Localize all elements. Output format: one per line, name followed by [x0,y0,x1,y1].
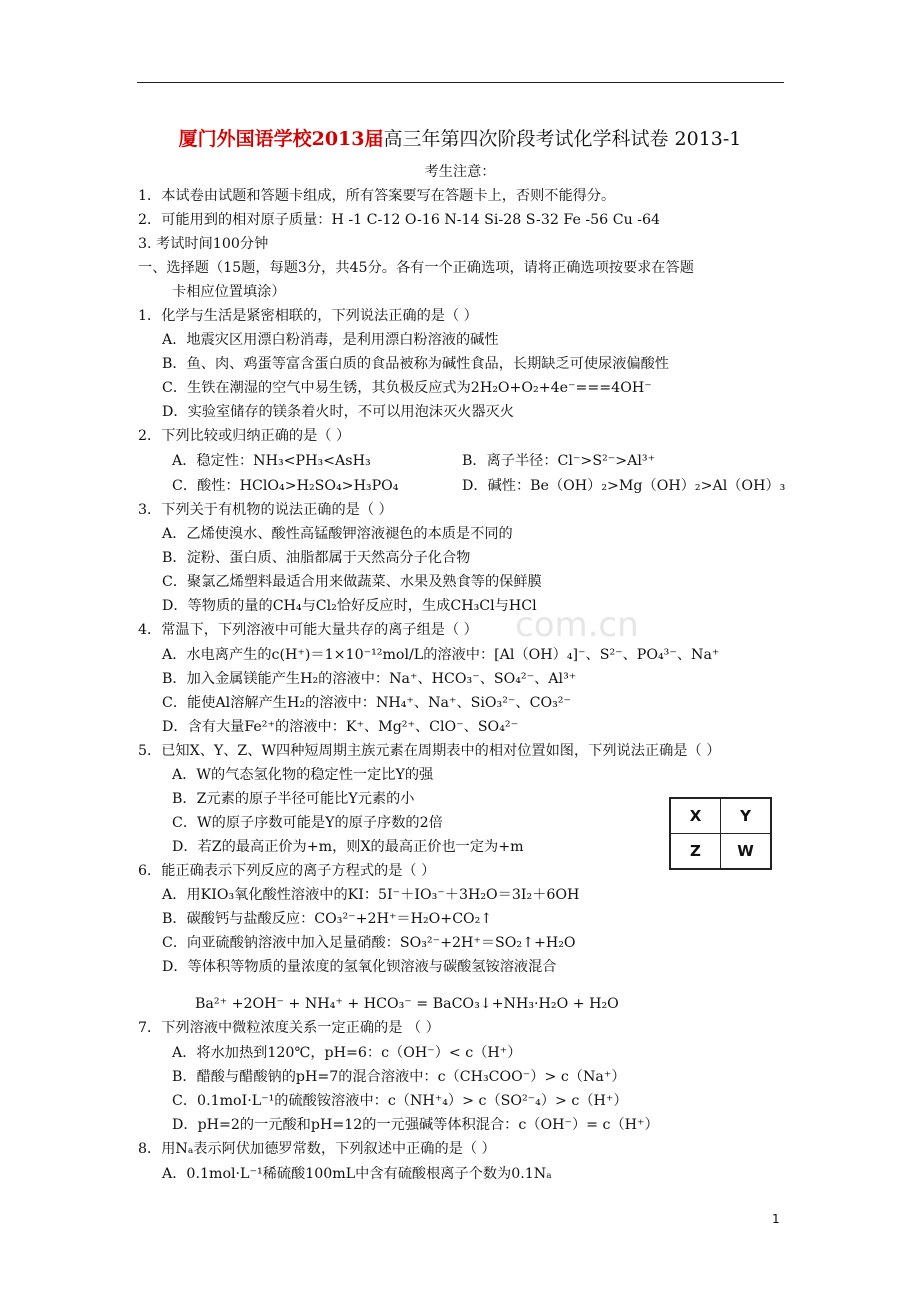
notice-heading: 考生注意： [424,164,496,180]
notice-item-3: 3. 考试时间100分钟 [138,236,269,252]
notice-item-1: 1．本试卷由试题和答题卡组成，所有答案要写在答题卡上，否则不能得分。 [138,188,616,204]
q5-option-c: C．W的原子序数可能是Y的原子序数的2倍 [172,815,443,831]
cell-w: W [737,842,754,860]
cell-z: Z [671,834,721,868]
header-rule [137,82,784,83]
watermark: com.cn [515,605,639,645]
section-heading: 一、选择题（15题，每题3分，共45分。各有一个正确选项，请将正确选项按要求在答题 [138,260,694,276]
q2-stem: 2．下列比较或归纳正确的是（ ） [138,428,351,444]
periodic-position-table [669,797,772,870]
page-number: 1 [772,1212,780,1226]
q4-stem: 4．常温下，下列溶液中可能大量共存的离子组是（ ） [138,622,478,638]
q8-stem: 8．用Nₐ表示阿伏加德罗常数，下列叙述中正确的是（ ） [138,1141,496,1157]
q5-option-b: B．Z元素的原子半径可能比Y元素的小 [172,791,415,807]
q7-stem: 7．下列溶液中微粒浓度关系一定正确的是 （ ） [138,1020,440,1036]
cell-x: X [671,799,721,834]
q6-option-a: A．用KIO₃氧化酸性溶液中的KI：5I⁻＋IO₃⁻＋3H₂O＝3I₂＋6OH [162,887,580,903]
q3-option-c: C．聚氯乙烯塑料最适合用来做蔬菜、水果及熟食等的保鲜膜 [162,574,542,590]
section-heading-cont: 卡相应位置填涂） [172,284,286,300]
q4-option-b: B．加入金属镁能产生H₂的溶液中：Na⁺、HCO₃⁻、SO₄²⁻、Al³⁺ [162,671,577,687]
q1-option-d: D．实验室储存的镁条着火时，不可以用泡沫灭火器灭火 [162,404,514,420]
q5-option-a: A．W的气态氢化物的稳定性一定比Y的强 [172,767,434,783]
q3-stem: 3．下列关于有机物的说法正确的是（ ） [138,502,393,518]
q2-option-d: D．碱性：Be（OH）₂>Mg（OH）₂>Al（OH）₃ [462,478,786,494]
q4-option-d: D．含有大量Fe²⁺的溶液中：K⁺、Mg²⁺、ClO⁻、SO₄²⁻ [162,719,519,735]
q2-option-b: B．离子半径：Cl⁻>S²⁻>Al³⁺ [462,453,656,469]
q2-option-c: C．酸性：HClO₄>H₂SO₄>H₃PO₄ [172,478,399,494]
q1-option-c: C．生铁在潮湿的空气中易生锈，其负极反应式为2H₂O+O₂+4e⁻===4OH⁻ [162,380,652,396]
q7-option-c: C．0.1moI·L⁻¹的硫酸铵溶液中：c（NH⁺₄）> c（SO²⁻₄）> c（H⁺） [172,1093,628,1109]
q4-option-c: C．能使Al溶解产生H₂的溶液中：NH₄⁺、Na⁺、SiO₃²⁻、CO₃²⁻ [162,695,571,711]
q8-option-a: A．0.1mol·L⁻¹稀硫酸100mL中含有硫酸根离子个数为0.1Nₐ [162,1166,552,1182]
q7-option-b: B．醋酸与醋酸钠的pH=7的混合溶液中：c（CH₃COO⁻）> c（Na⁺） [172,1069,626,1085]
q5-stem: 5．已知X、Y、Z、W四种短周期主族元素在周期表中的相对位置如图，下列说法正确是（ ） [138,743,721,759]
q1-option-b: B．鱼、肉、鸡蛋等富含蛋白质的食品被称为碱性食品，长期缺乏可使尿液偏酸性 [162,356,669,372]
q7-option-d: D．pH=2的一元酸和pH=12的一元强碱等体积混合：c（OH⁻）= c（H⁺） [172,1117,659,1133]
q6-option-b: B．碳酸钙与盐酸反应：CO₃²⁻+2H⁺＝H₂O+CO₂↑ [162,911,493,927]
q6-option-c: C．向亚硫酸钠溶液中加入足量硝酸：SO₃²⁻+2H⁺＝SO₂↑+H₂O [162,935,576,951]
q6-stem: 6．能正确表示下列反应的离子方程式的是（ ） [138,863,436,879]
title-school: 厦门外国语学校2013届 [178,128,384,150]
q3-option-a: A．乙烯使溴水、酸性高锰酸钾溶液褪色的本质是不同的 [162,526,513,542]
q3-option-b: B．淀粉、蛋白质、油脂都属于天然高分子化合物 [162,550,471,566]
q1-option-a: A．地震灾区用漂白粉消毒，是利用漂白粉溶液的碱性 [162,332,499,348]
q2-option-a: A．稳定性：NH₃<PH₃<AsH₃ [172,453,371,469]
notice-item-2: 2．可能用到的相对原子质量：H -1 C-12 O-16 N-14 Si-28 S-32 Fe -56 Cu -64 [138,212,661,228]
q3-option-d: D．等物质的量的CH₄与Cl₂恰好反应时，生成CH₃Cl与HCl [162,598,537,614]
exam-title [0,124,920,151]
q4-option-a: A．水电离产生的c(H⁺)＝1×10⁻¹²mol/L的溶液中：[Al（OH）₄]⁻、S²⁻、PO₄³⁻、Na⁺ [162,647,720,663]
q1-stem: 1．化学与生活是紧密相联的，下列说法正确的是（ ） [138,308,478,324]
q6-option-d: D．等体积等物质的量浓度的氢氧化钡溶液与碳酸氢铵溶液混合 [162,959,557,975]
cell-y: Y [721,799,770,834]
q5-option-d: D．若Z的最高正价为+m，则X的最高正价也一定为+m [172,839,524,855]
title-rest: 高三年第四次阶段考试化学科试卷 2013-1 [383,128,742,150]
q7-option-a: A．将水加热到120℃，pH=6：c（OH⁻）< c（H⁺） [172,1045,522,1061]
q6-equation: Ba²⁺ +2OH⁻ + NH₄⁺ + HCO₃⁻ = BaCO₃↓+NH₃·H₂O + H₂O [195,996,619,1012]
